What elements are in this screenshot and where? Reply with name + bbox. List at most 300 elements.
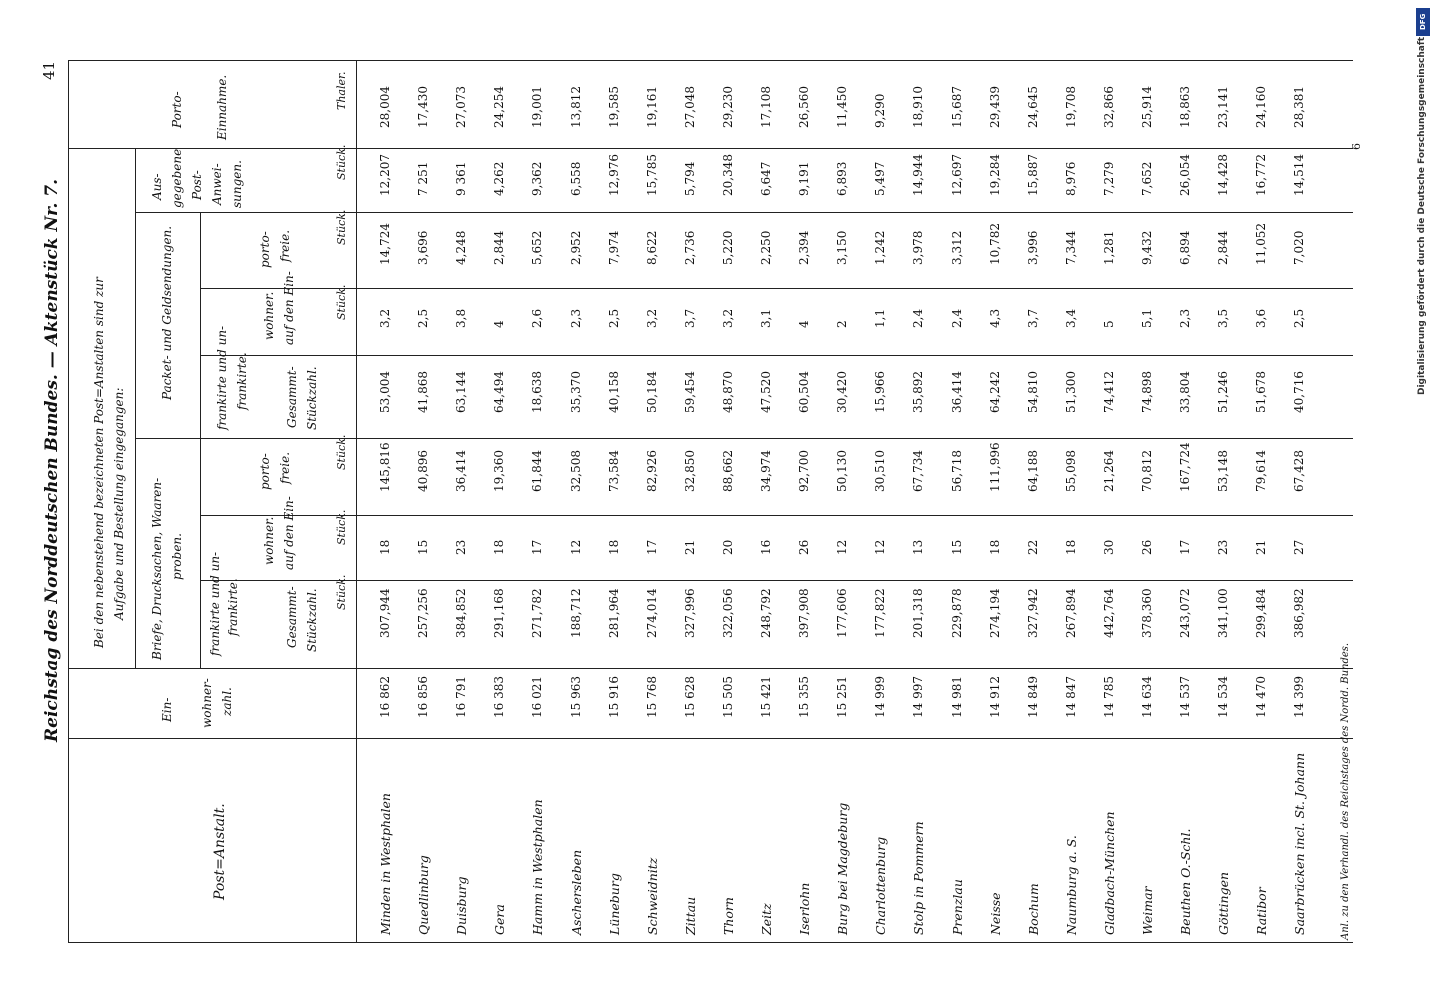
cell-p-gesammt: 74,898 (1140, 371, 1154, 413)
cell-einwohner: 15 355 (797, 676, 811, 718)
cell-b-frei: 73,584 (607, 450, 621, 492)
cell-einwohner: 14 999 (873, 676, 887, 718)
cell-p-gesammt: 51,678 (1254, 371, 1268, 413)
cell-einwohner: 15 505 (721, 676, 735, 718)
cell-p-frei: 10,782 (988, 223, 1002, 265)
cell-p-einw: 2,3 (1178, 308, 1192, 328)
col-sep-anw (68, 148, 1353, 149)
cell-p-einw: 2 (835, 320, 849, 328)
cell-b-einw: 20 (721, 539, 735, 555)
cell-einnahme: 29,439 (988, 86, 1002, 128)
cell-b-einw: 30 (1102, 539, 1116, 555)
cell-p-frei: 14,724 (378, 223, 392, 265)
cell-p-frei: 6,894 (1178, 230, 1192, 265)
cell-p-frei: 7,344 (1064, 230, 1078, 265)
cell-einwohner: 16 791 (454, 676, 468, 718)
cell-p-gesammt: 64,242 (988, 371, 1002, 413)
cell-b-frei: 61,844 (530, 450, 544, 492)
cell-b-frei: 167,724 (1178, 442, 1192, 492)
cell-b-gesammt: 442,764 (1102, 588, 1116, 638)
post-anstalt-name: Aschersleben (569, 849, 584, 935)
cell-p-einw: 3,6 (1254, 308, 1268, 328)
cell-p-gesammt: 48,870 (721, 371, 735, 413)
cell-b-gesammt: 243,072 (1178, 588, 1192, 638)
post-anstalt-name: Gladbach-München (1102, 811, 1117, 935)
cell-p-frei: 2,844 (492, 230, 506, 265)
cell-b-frei: 40,896 (416, 450, 430, 492)
cell-b-einw: 17 (530, 539, 544, 555)
cell-p-gesammt: 35,892 (911, 371, 925, 413)
cell-b-frei: 82,926 (645, 450, 659, 492)
unit-b-gesammt: Stück. (335, 574, 348, 610)
header-p-portofrei-1: porto- (258, 231, 272, 268)
cell-einnahme: 28,004 (378, 86, 392, 128)
cell-b-einw: 18 (378, 539, 392, 555)
cell-einnahme: 18,863 (1178, 86, 1192, 128)
cell-p-frei: 3,996 (1026, 230, 1040, 265)
cell-p-einw: 2,5 (1292, 308, 1306, 328)
cell-b-gesammt: 274,014 (645, 588, 659, 638)
cell-b-einw: 13 (911, 539, 925, 555)
cell-b-einw: 23 (454, 539, 468, 555)
header-b-gesammt-2: Stückzahl. (305, 588, 319, 652)
header-p-frankirte-2: frankirte. (235, 352, 249, 410)
cell-einwohner: 16 383 (492, 676, 506, 718)
cell-p-einw: 2,4 (911, 308, 925, 328)
post-anstalt-name: Naumburg a. S. (1064, 835, 1079, 935)
cell-einwohner: 14 537 (1178, 676, 1192, 718)
cell-p-frei: 9,432 (1140, 230, 1154, 265)
cell-p-gesammt: 51,300 (1064, 371, 1078, 413)
cell-einnahme: 9,290 (873, 93, 887, 128)
cell-einnahme: 19,585 (607, 86, 621, 128)
cell-b-einw: 21 (1254, 539, 1268, 555)
signature-mark: 6 (1350, 143, 1363, 150)
header-pakete: Packet- und Geldsendungen. (160, 225, 174, 400)
cell-b-frei: 92,700 (797, 450, 811, 492)
post-anstalt-name: Thorn (721, 897, 736, 935)
cell-p-gesammt: 59,454 (683, 371, 697, 413)
cell-b-einw: 21 (683, 539, 697, 555)
post-anstalt-name: Prenzlau (950, 879, 965, 935)
cell-anw: 9,191 (797, 161, 811, 196)
cell-p-frei: 2,844 (1216, 230, 1230, 265)
post-anstalt-name: Burg bei Magdeburg (835, 802, 850, 935)
header-p-portofrei-2: freie. (278, 229, 292, 262)
cell-einnahme: 13,812 (569, 86, 583, 128)
cell-p-einw: 4 (492, 320, 506, 328)
cell-b-gesammt: 322,056 (721, 588, 735, 638)
cell-b-gesammt: 397,908 (797, 588, 811, 638)
cell-p-einw: 3,5 (1216, 308, 1230, 328)
cell-einnahme: 27,048 (683, 86, 697, 128)
cell-einwohner: 15 963 (569, 676, 583, 718)
cell-b-gesammt: 386,982 (1292, 588, 1306, 638)
col-sep-name (68, 738, 1353, 739)
cell-anw: 12,976 (607, 154, 621, 196)
page-heading: Reichstag des Norddeutschen Bundes. — Aktenstück Nr. 7. (42, 178, 62, 742)
cell-b-einw: 23 (1216, 539, 1230, 555)
cell-anw: 12,697 (950, 154, 964, 196)
post-anstalt-name: Weimar (1140, 886, 1155, 935)
cell-b-frei: 70,812 (1140, 450, 1154, 492)
header-b-auf-einw-2: wohner. (262, 516, 276, 565)
unit-anw: Stück. (335, 144, 348, 180)
cell-b-gesammt: 327,996 (683, 588, 697, 638)
cell-anw: 4,262 (492, 161, 506, 196)
unit-b-frei: Stück. (335, 434, 348, 470)
cell-p-gesammt: 50,184 (645, 371, 659, 413)
cell-b-frei: 30,510 (873, 450, 887, 492)
cell-anw: 6,558 (569, 161, 583, 196)
header-main-group: Bei den nebenstehend bezeichneten Post=Anstalten sind zur (92, 277, 106, 648)
cell-einnahme: 24,160 (1254, 86, 1268, 128)
cell-anw: 5,794 (683, 161, 697, 196)
cell-b-einw: 15 (416, 539, 430, 555)
cell-b-einw: 18 (607, 539, 621, 555)
cell-p-frei: 3,150 (835, 230, 849, 265)
cell-b-gesammt: 201,318 (911, 588, 925, 638)
cell-p-gesammt: 63,144 (454, 371, 468, 413)
cell-einwohner: 14 847 (1064, 676, 1078, 718)
digitization-note: Digitalisierung gefördert durch die Deutsche Forschungsgemeinschaft (1417, 36, 1427, 395)
header-p-frankirte-1: frankirte und un- (215, 325, 229, 430)
header-ausgegebene-5: sungen. (230, 160, 244, 208)
header-b-frankirte-1: frankirte und un- (208, 551, 222, 656)
cell-b-gesammt: 257,256 (416, 588, 430, 638)
cell-p-gesammt: 35,370 (569, 371, 583, 413)
header-b-portofrei-1: porto- (258, 453, 272, 490)
cell-p-frei: 7,020 (1292, 230, 1306, 265)
cell-p-gesammt: 64,494 (492, 371, 506, 413)
cell-p-gesammt: 60,504 (797, 371, 811, 413)
table-rule-top (68, 60, 1353, 61)
cell-b-gesammt: 384,852 (454, 588, 468, 638)
cell-b-gesammt: 188,712 (569, 588, 583, 638)
cell-p-gesammt: 18,638 (530, 371, 544, 413)
header-ausgegebene-3: Post- (190, 170, 204, 200)
footnote: Anl. zu den Verhandl. des Reichstages des Nordd. Bundes. (1340, 642, 1351, 940)
table-rule-left (68, 60, 69, 942)
cell-einwohner: 14 981 (950, 676, 964, 718)
cell-b-einw: 12 (873, 539, 887, 555)
cell-anw: 15,887 (1026, 154, 1040, 196)
cell-p-frei: 2,952 (569, 230, 583, 265)
post-anstalt-name: Stolp in Pommern (911, 821, 926, 935)
cell-einwohner: 15 251 (835, 676, 849, 718)
header-p-gesammt-1: Gesammt- (285, 366, 299, 428)
cell-b-frei: 36,414 (454, 450, 468, 492)
cell-einwohner: 15 421 (759, 676, 773, 718)
header-post-anstalt: Post=Anstalt. (212, 803, 228, 900)
cell-anw: 6,893 (835, 161, 849, 196)
cell-b-gesammt: 327,942 (1026, 588, 1040, 638)
cell-b-einw: 17 (1178, 539, 1192, 555)
cell-einwohner: 15 768 (645, 676, 659, 718)
cell-b-gesammt: 378,360 (1140, 588, 1154, 638)
cell-p-einw: 2,5 (607, 308, 621, 328)
cell-einnahme: 19,708 (1064, 86, 1078, 128)
cell-p-einw: 2,5 (416, 308, 430, 328)
cell-b-gesammt: 271,782 (530, 588, 544, 638)
cell-einnahme: 23,141 (1216, 86, 1230, 128)
hdr-rule-sub (200, 212, 201, 668)
cell-p-frei: 3,978 (911, 230, 925, 265)
post-anstalt-name: Quedlinburg (416, 855, 431, 935)
header-einwohner-1: Ein- (160, 697, 174, 722)
cell-p-frei: 5,220 (721, 230, 735, 265)
cell-p-frei: 2,250 (759, 230, 773, 265)
cell-b-frei: 67,734 (911, 450, 925, 492)
cell-einwohner: 15 916 (607, 676, 621, 718)
cell-anw: 26,054 (1178, 154, 1192, 196)
cell-b-frei: 19,360 (492, 450, 506, 492)
cell-p-frei: 5,652 (530, 230, 544, 265)
cell-p-gesammt: 47,520 (759, 371, 773, 413)
cell-p-gesammt: 15,966 (873, 371, 887, 413)
header-main-group-2: Aufgabe und Bestellung eingegangen: (112, 387, 126, 620)
cell-p-gesammt: 36,414 (950, 371, 964, 413)
cell-einnahme: 32,866 (1102, 86, 1116, 128)
cell-einnahme: 26,560 (797, 86, 811, 128)
cell-b-frei: 145,816 (378, 442, 392, 492)
cell-b-einw: 15 (950, 539, 964, 555)
cell-p-gesammt: 53,004 (378, 371, 392, 413)
header-p-gesammt-2: Stückzahl. (305, 366, 319, 430)
post-anstalt-name: Ratibor (1254, 887, 1269, 935)
cell-p-frei: 1,281 (1102, 230, 1116, 265)
cell-b-frei: 64,188 (1026, 450, 1040, 492)
cell-p-einw: 2,6 (530, 308, 544, 328)
header-ausgegebene-4: Anwei- (210, 163, 224, 205)
cell-anw: 9 361 (454, 161, 468, 196)
cell-anw: 6,647 (759, 161, 773, 196)
cell-einwohner: 14 399 (1292, 676, 1306, 718)
cell-b-gesammt: 281,964 (607, 588, 621, 638)
cell-einwohner: 15 628 (683, 676, 697, 718)
cell-einwohner: 14 849 (1026, 676, 1040, 718)
post-anstalt-name: Duisburg (454, 876, 469, 935)
cell-anw: 7,652 (1140, 161, 1154, 196)
cell-b-einw: 18 (492, 539, 506, 555)
post-anstalt-name: Hamm in Westphalen (530, 799, 545, 935)
header-einwohner-2: wohner- (200, 678, 214, 728)
cell-b-einw: 12 (569, 539, 583, 555)
col-sep-beinw (200, 515, 1353, 516)
cell-b-einw: 18 (1064, 539, 1078, 555)
cell-p-einw: 3,2 (645, 308, 659, 328)
cell-einnahme: 24,645 (1026, 86, 1040, 128)
header-b-frankirte-2: frankirte. (226, 578, 240, 636)
cell-b-frei: 111,996 (988, 442, 1002, 492)
cell-b-gesammt: 267,894 (1064, 588, 1078, 638)
cell-p-gesammt: 54,810 (1026, 371, 1040, 413)
cell-b-frei: 21,264 (1102, 450, 1116, 492)
cell-b-einw: 18 (988, 539, 1002, 555)
cell-einwohner: 14 634 (1140, 676, 1154, 718)
cell-einwohner: 16 862 (378, 676, 392, 718)
cell-p-frei: 4,248 (454, 230, 468, 265)
cell-einwohner: 16 021 (530, 676, 544, 718)
cell-p-frei: 3,696 (416, 230, 430, 265)
unit-p-einw: Stück. (335, 284, 348, 320)
cell-einnahme: 25,914 (1140, 86, 1154, 128)
cell-anw: 12,207 (378, 154, 392, 196)
cell-p-einw: 3,8 (454, 308, 468, 328)
header-einwohner-3: zahl. (220, 687, 234, 716)
cell-p-einw: 2,3 (569, 308, 583, 328)
cell-einnahme: 24,254 (492, 86, 506, 128)
col-sep-pgesammt (200, 355, 1353, 356)
cell-anw: 8,976 (1064, 161, 1078, 196)
cell-b-frei: 50,130 (835, 450, 849, 492)
header-einnahme-2: Einnahme. (215, 74, 229, 140)
cell-anw: 14,514 (1292, 154, 1306, 196)
cell-p-einw: 2,4 (950, 308, 964, 328)
col-sep-bgesammt (200, 580, 1353, 581)
cell-einwohner: 14 997 (911, 676, 925, 718)
post-anstalt-name: Gera (492, 904, 507, 935)
cell-einnahme: 11,450 (835, 86, 849, 128)
post-anstalt-name: Bochum (1026, 883, 1041, 935)
cell-anw: 19,284 (988, 154, 1002, 196)
hdr-rule-group (135, 148, 136, 668)
cell-b-frei: 34,974 (759, 450, 773, 492)
cell-p-einw: 3,2 (721, 308, 735, 328)
cell-b-einw: 16 (759, 539, 773, 555)
cell-b-gesammt: 229,878 (950, 588, 964, 638)
post-anstalt-name: Neisse (988, 892, 1003, 935)
cell-einnahme: 27,073 (454, 86, 468, 128)
header-ausgegebene-2: gegebene (170, 148, 184, 208)
cell-p-frei: 7,974 (607, 230, 621, 265)
cell-p-einw: 1,1 (873, 308, 887, 328)
cell-p-gesammt: 40,716 (1292, 371, 1306, 413)
cell-b-gesammt: 177,822 (873, 588, 887, 638)
cell-einnahme: 17,430 (416, 86, 430, 128)
cell-p-gesammt: 30,420 (835, 371, 849, 413)
cell-anw: 7 251 (416, 161, 430, 196)
post-anstalt-name: Lüneburg (607, 873, 622, 935)
cell-b-frei: 53,148 (1216, 450, 1230, 492)
header-einnahme-1: Porto- (170, 91, 184, 128)
post-anstalt-name: Göttingen (1216, 871, 1231, 935)
cell-einwohner: 14 785 (1102, 676, 1116, 718)
unit-b-einw: Stück. (335, 509, 348, 545)
post-anstalt-name: Saarbrücken incl. St. Johann (1292, 752, 1307, 935)
col-sep-peinw (200, 288, 1353, 289)
cell-b-einw: 17 (645, 539, 659, 555)
page-number: 41 (40, 60, 58, 80)
cell-b-gesammt: 341,100 (1216, 588, 1230, 638)
cell-b-einw: 26 (1140, 539, 1154, 555)
cell-b-gesammt: 291,168 (492, 588, 506, 638)
post-anstalt-name: Schweidnitz (645, 857, 660, 935)
header-b-auf-einw-1: auf den Ein- (282, 496, 296, 570)
cell-anw: 9,362 (530, 161, 544, 196)
table-rule-header-end (356, 60, 357, 942)
post-anstalt-name: Iserlohn (797, 882, 812, 935)
cell-p-gesammt: 40,158 (607, 371, 621, 413)
table-rule-bottom (68, 942, 1353, 943)
post-anstalt-name: Minden in Westphalen (378, 793, 393, 935)
cell-b-gesammt: 299,484 (1254, 588, 1268, 638)
cell-anw: 15,785 (645, 154, 659, 196)
cell-p-frei: 2,394 (797, 230, 811, 265)
cell-b-gesammt: 307,944 (378, 588, 392, 638)
post-anstalt-name: Beuthen O.-Schl. (1178, 828, 1193, 935)
cell-einnahme: 18,910 (911, 86, 925, 128)
cell-p-einw: 3,7 (683, 308, 697, 328)
cell-b-frei: 88,662 (721, 450, 735, 492)
cell-b-frei: 67,428 (1292, 450, 1306, 492)
cell-b-gesammt: 177,606 (835, 588, 849, 638)
cell-anw: 16,772 (1254, 154, 1268, 196)
col-sep-bfrei (135, 438, 1353, 439)
cell-p-frei: 11,052 (1254, 223, 1268, 265)
header-b-gesammt-1: Gesammt- (285, 586, 299, 648)
header-p-auf-einw-2: wohner. (262, 291, 276, 340)
cell-p-frei: 8,622 (645, 230, 659, 265)
col-sep-pfrei (135, 212, 1353, 213)
cell-b-frei: 55,098 (1064, 450, 1078, 492)
cell-einwohner: 14 534 (1216, 676, 1230, 718)
cell-anw: 7,279 (1102, 161, 1116, 196)
cell-p-einw: 3,4 (1064, 308, 1078, 328)
unit-thaler: Thaler. (335, 71, 348, 110)
cell-b-einw: 26 (797, 539, 811, 555)
cell-p-frei: 2,736 (683, 230, 697, 265)
dfg-badge: DFG (1416, 8, 1430, 36)
unit-p-frei: Stück. (335, 209, 348, 245)
cell-b-gesammt: 248,792 (759, 588, 773, 638)
cell-p-einw: 5,1 (1140, 308, 1154, 328)
cell-anw: 5,497 (873, 161, 887, 196)
cell-einnahme: 17,108 (759, 86, 773, 128)
cell-p-einw: 4,3 (988, 308, 1002, 328)
post-anstalt-name: Zittau (683, 896, 698, 935)
cell-p-einw: 4 (797, 320, 811, 328)
cell-p-einw: 3,7 (1026, 308, 1040, 328)
cell-p-einw: 3,2 (378, 308, 392, 328)
cell-b-einw: 12 (835, 539, 849, 555)
header-p-auf-einw-1: auf den Ein- (282, 271, 296, 345)
cell-einwohner: 14 470 (1254, 676, 1268, 718)
cell-p-gesammt: 74,412 (1102, 371, 1116, 413)
cell-anw: 14,428 (1216, 154, 1230, 196)
cell-einnahme: 29,230 (721, 86, 735, 128)
cell-einwohner: 14 912 (988, 676, 1002, 718)
cell-b-frei: 32,850 (683, 450, 697, 492)
cell-einnahme: 15,687 (950, 86, 964, 128)
cell-einnahme: 19,161 (645, 86, 659, 128)
cell-b-frei: 56,718 (950, 450, 964, 492)
cell-p-gesammt: 33,804 (1178, 371, 1192, 413)
cell-einwohner: 16 856 (416, 676, 430, 718)
cell-b-einw: 22 (1026, 539, 1040, 555)
header-ausgegebene-1: Aus- (150, 173, 164, 200)
cell-p-einw: 5 (1102, 320, 1116, 328)
col-sep-einw (68, 668, 1353, 669)
post-anstalt-name: Zeitz (759, 903, 774, 935)
cell-p-frei: 3,312 (950, 230, 964, 265)
cell-anw: 14,944 (911, 154, 925, 196)
cell-einnahme: 28,381 (1292, 86, 1306, 128)
cell-b-gesammt: 274,194 (988, 588, 1002, 638)
cell-einnahme: 19,001 (530, 86, 544, 128)
cell-anw: 20,348 (721, 154, 735, 196)
header-b-portofrei-2: freie. (278, 451, 292, 484)
